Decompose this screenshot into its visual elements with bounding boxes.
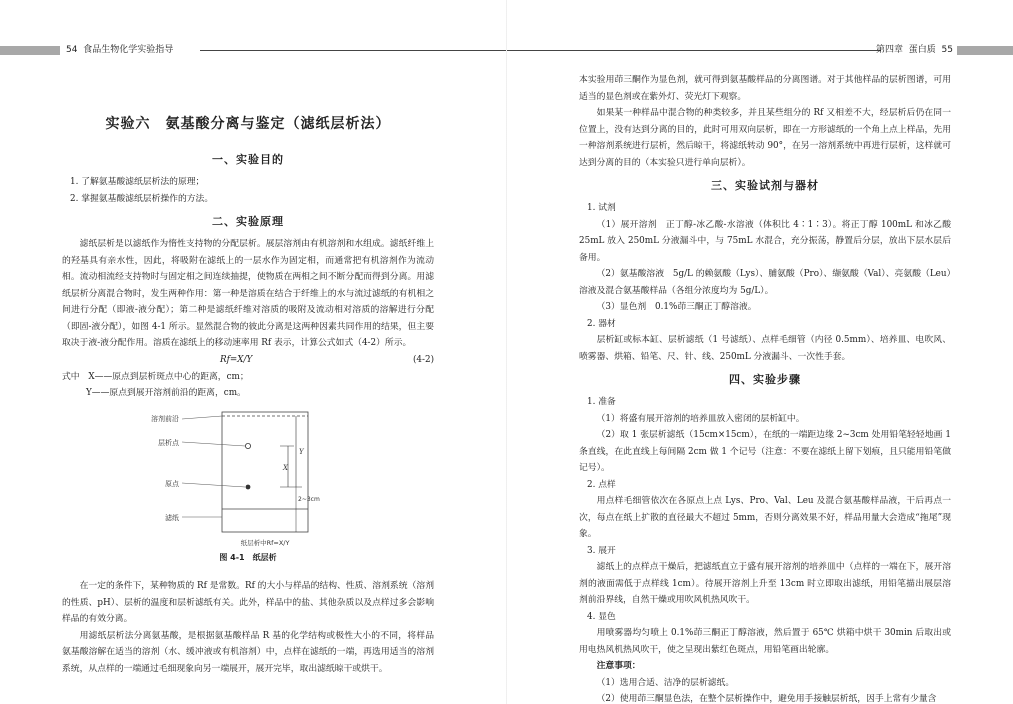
two-way-paragraph: 如果某一种样品中混合物的种类较多，并且某些组分的 Rf 又相差不大，经层析后仍在同一位置上，没有达到分离的目的，此时可用双向层析，即在一方形滤纸的一个角上点上样品，先用一种溶剂系统进行层析，然后晾干，将滤纸转动 90°，在另一溶剂系统中再进行层析，这样就可达到分离的目的（本实验只进行单向层析）。 bbox=[579, 108, 951, 168]
left-page-number: 54 bbox=[66, 45, 78, 55]
formula: Rf=X/Y bbox=[220, 354, 253, 365]
principle-paragraph-2: 在一定的条件下，某种物质的 Rf 是常数。Rf 的大小与样品的结构、性质、溶剂系统（溶剂的性质、pH）、层析的温度和层析滤纸有关。此外，样品中的盐、其他杂质以及点样过多会影响样品的有效分离。 bbox=[62, 581, 434, 624]
figure-inner-caption: 纸层析中Rf=X/Y bbox=[240, 538, 290, 547]
header-bar bbox=[957, 46, 1013, 55]
label-y: Y bbox=[299, 447, 304, 456]
formula-number: (4-2) bbox=[412, 354, 434, 365]
notes-heading: 注意事项： bbox=[596, 661, 641, 671]
filter-paper-rect bbox=[222, 412, 308, 532]
header-rule bbox=[200, 50, 506, 51]
step-prepare-2: （2）取 1 张层析滤纸（15cm×15cm），在纸的一端距边缘 2~3cm 处用铅笔轻轻地画 1 条直线，在此直线上每间隔 2cm 做 1 个记号（注意：不要在滤纸上留下划痕，且只能用铅笔做记号）。 bbox=[579, 430, 951, 473]
section-heading-principle: 二、实验原理 bbox=[212, 215, 284, 228]
paper-chromatography-diagram bbox=[62, 402, 434, 550]
origin-spot bbox=[246, 484, 251, 489]
chapter-name: 第四章 bbox=[876, 45, 904, 55]
step-color-heading: 4. 显色 bbox=[587, 611, 616, 622]
header-rule bbox=[507, 50, 881, 51]
formula-where-x: 式中 X——原点到层析斑点中心的距离，cm； bbox=[62, 371, 249, 382]
equipment-list: 层析缸或标本缸、层析滤纸（1 号滤纸）、点样毛细管（内径 0.5mm）、培养皿、电吹风、喷雾器、烘箱、铅笔、尺、针、线、250mL 分液漏斗、一次性手套。 bbox=[579, 335, 951, 362]
chromatography-spot bbox=[245, 443, 250, 448]
figure-4-1 bbox=[62, 402, 434, 550]
continued-paragraph: 本实验用茚三酮作为显色剂，就可得到氨基酸样品的分离图谱。对于其他样品的层析图谱，可用适当的显色剂或在紫外灯、荧光灯下观察。 bbox=[579, 75, 951, 102]
step-color-text: 用喷雾器均匀喷上 0.1%茚三酮正丁醇溶液，然后置于 65℃ 烘箱中烘干 30min 后取出或用电热风机热风吹干，使之呈现出紫红色斑点，用铅笔画出轮廓。 bbox=[579, 628, 951, 655]
equipment-subheading: 2. 器材 bbox=[587, 318, 616, 329]
step-prepare-1: （1）将盛有展开溶剂的培养皿放入密闭的层析缸中。 bbox=[596, 413, 805, 424]
step-develop-heading: 3. 展开 bbox=[587, 545, 616, 556]
right-running-header bbox=[507, 43, 1013, 57]
formula-where-y: Y——原点到展开溶剂前沿的距离，cm。 bbox=[86, 388, 246, 398]
left-body bbox=[62, 114, 434, 677]
principle-paragraph-3: 用滤纸层析法分离氨基酸，是根据氨基酸样品 R 基的化学结构或极性大小的不同，将样品氨基酸溶解在适当的溶剂（水、缓冲液或有机溶剂）中，点样在滤纸的一端，再选用适当的溶剂系统，从点样的一端通过毛细现象向另一端展开，展开完毕，取出滤纸晾干或烘干。 bbox=[62, 630, 434, 674]
step-prepare-heading: 1. 准备 bbox=[587, 397, 616, 407]
note-1: （1）选用合适、洁净的层析滤纸。 bbox=[596, 677, 735, 688]
principle-paragraph-1: 滤纸层析是以滤纸作为惰性支持物的分配层析。展层溶剂由有机溶剂和水组成。滤纸纤维上的羟基具有亲水性，因此，将吸附在滤纸上的一层水作为固定相，而通常把有机溶剂作为流动相。流动相流经支持物时与固定相之间连续抽提，使物质在两相之间不断分配而得到分离。用滤纸层析分离混合物时，发生两种作用：第一种是溶质在结合于纤维上的水与流过滤纸的有机相之间进行分配（即液-液分配）；第二种是滤纸纤维对溶质的吸附及流动相对溶质的溶解进行分配（即固-液分配），如图 4-1 所示。显然混合物的彼此分离是这两种因素共同作用的结果，但主要取决于液-液分配作用。溶质在滤纸上的移动速率用 Rf 表示，计算公式如式（4-2）所示。 bbox=[62, 239, 434, 348]
header-right-text bbox=[876, 43, 953, 57]
note-2: （2）使用茚三酮显色法，在整个层析操作中，避免用手接触层析纸，因手上常有少量含 bbox=[596, 694, 937, 704]
chapter-topic: 蛋白质 bbox=[908, 45, 936, 55]
right-page bbox=[507, 0, 1013, 704]
reagent-item-1: （1）展开溶剂 正丁醇-冰乙酸-水溶液（体积比 4∶1∶3）。将正丁醇 100mL 和冰乙酸 25mL 放入 250mL 分液漏斗中，与 75mL 水混合，充分振荡，静置后分层，放出下层水层后备用。 bbox=[579, 219, 951, 263]
reagents-subheading: 1. 试剂 bbox=[587, 203, 616, 213]
experiment-title: 实验六 氨基酸分离与鉴定（滤纸层析法） bbox=[105, 116, 391, 132]
label-filter-paper: 滤纸 bbox=[165, 513, 179, 522]
section-heading-purpose: 一、实验目的 bbox=[212, 153, 284, 166]
right-page-number: 55 bbox=[941, 45, 953, 55]
reagent-item-3: （3）显色剂 0.1%茚三酮正丁醇溶液。 bbox=[596, 302, 757, 312]
book-title: 食品生物化学实验指导 bbox=[83, 45, 174, 55]
leader-front bbox=[182, 416, 222, 419]
label-x: X bbox=[283, 463, 288, 472]
label-distance: 2~3cm bbox=[298, 495, 320, 503]
right-body bbox=[579, 72, 951, 704]
left-running-header bbox=[0, 43, 506, 57]
reagent-item-2: （2）氨基酸溶液 5g/L 的赖氨酸（Lys）、脯氨酸（Pro）、缬氨酸（Val）、亮氨酸（Leu）溶液及混合氨基酸样品（各组分浓度均为 5g/L）。 bbox=[579, 269, 951, 296]
header-left-text bbox=[66, 43, 173, 57]
section-heading-reagents: 三、实验试剂与器材 bbox=[711, 179, 819, 192]
left-page bbox=[0, 0, 506, 704]
header-bar bbox=[0, 46, 60, 55]
figure-caption: 图 4-1 纸层析 bbox=[219, 552, 277, 562]
label-solvent-front: 溶剂前沿 bbox=[151, 414, 179, 423]
purpose-item-1: 1. 了解氨基酸滤纸层析法的原理； bbox=[70, 177, 205, 187]
step-develop-text: 滤纸上的点样点干燥后，把滤纸直立于盛有展开溶剂的培养皿中（点样的一端在下，展开溶剂的液面需低于点样线 1cm）。待展开溶剂上升至 13cm 时立即取出滤纸，用铅笔描出展层溶剂前沿界线，自然干燥或用吹风机热风吹干。 bbox=[579, 562, 951, 605]
formula-line bbox=[62, 352, 434, 369]
section-heading-steps: 四、实验步骤 bbox=[729, 373, 801, 386]
purpose-item-2: 2. 掌握氨基酸滤纸层析操作的方法。 bbox=[70, 193, 214, 204]
step-spotting-text: 用点样毛细管依次在各原点上点 Lys、Pro、Val、Leu 及混合氨基酸样品液，干后再点一次，每点在纸上扩散的直径最大不超过 5mm，否则分离效果不好，样品用量大会造成“拖尾”现象。 bbox=[579, 496, 951, 539]
label-origin: 原点 bbox=[165, 479, 179, 488]
label-spot: 层析点 bbox=[158, 438, 179, 447]
step-spotting-heading: 2. 点样 bbox=[587, 479, 616, 490]
